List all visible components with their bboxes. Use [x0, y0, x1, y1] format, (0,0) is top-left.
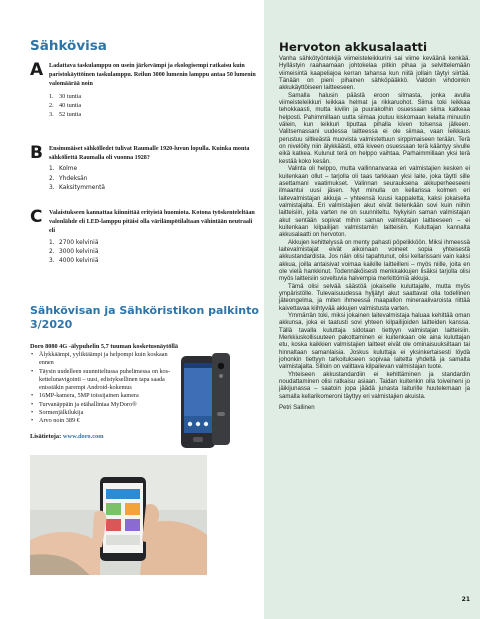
- article-paragraph: Ymmärrän toki, miksi jokainen laitevalmistaja haluaa kehittää oman akkunsa, joka ei taatusti sovi yhteen kilpailijoiden laitteiden kanssa. Tällä tavalla kuluttaja sidotaan tiettyyn valmistajan laitteisiin. Merkkiuskollisuuteen pakottaminen ei kuitenkaan ole aina kuluttajan etu, koska kaikkien valmistajien laitteet eivät ole ominaisuuksiltaan tai hinnaltaan samanlaisia. Joskus kuluttaja ei yksinkertaisesti löydä johonkin tiettyyn tarkoitukseen sopivaa laitetta yhdeltä ja samalta valmistajalta. Silloin on valittava kilpailevan valmistajan tuote.: [279, 313, 470, 371]
- question-text: Ladattava taskulamppu on usein järkevämpi ja ekologisempi ratkaisu kuin paristokäyttöinen taskulamppu. Reilun 3000 lumenin lamppu antaa 50 lumenin valomäärää noin: [49, 63, 256, 88]
- option-text: Yhdeksän: [59, 175, 88, 182]
- article-title: Hervoton akkusalaatti: [279, 40, 428, 54]
- option-item: [49, 165, 256, 174]
- option-item: [49, 248, 256, 257]
- option-item: [49, 257, 256, 266]
- option-item: [49, 92, 256, 101]
- feature-text: Älykkäämpi, yyliktäämpi ja helpompi kuin koskaan ennen: [39, 351, 168, 367]
- product-heading: Doro 8080 4G -älypuhelin 5,7 tuuman kosketusnäytöllä: [30, 343, 179, 350]
- question-letter: A: [30, 60, 44, 80]
- more-info-link[interactable]: www.doro.com: [62, 433, 104, 440]
- option-number: 1.: [49, 92, 54, 100]
- option-text: 4000 kelviniä: [59, 258, 99, 265]
- question-letter: C: [30, 207, 43, 227]
- feature-item: [30, 351, 172, 368]
- question-c: [30, 209, 256, 266]
- question-text: Ensimmäiset sähkölledet tulivat Raumalle 1920-luvun lopulla. Kuinka monta sähköliettä Raumalla oli vuonna 1928?: [49, 146, 250, 162]
- option-item: [49, 110, 256, 119]
- feature-item: [30, 392, 172, 400]
- article-paragraph: Valinta oli helppo, mutta vallinnanvaraa eri valmistajien kesken ei kuitenkaan ollut – tarjolla oli taas tarkkaan yksi laite, joka täytti sille asettamani vaatimukset. Valinnan seurauksena akkuperheeseeni ilmaantui uusi jäsen. Nyt minulla on kellarissa kolmen eri laitevalmistajan akkuja – yhteensä kuusi kappaletta, kaksi jokaiselta valmistajalta. Eri valmistajien akut eivät tietenkään sovi kuin niihin laitteisiin, joita varten ne on suunniteltu. Nykyisin saman valmistajan akut sentään sopivat mihin saman valmistajan laitteeseen – ei kuitenkaan kilpailijan valmistamiin laitteisiin. Kuluttajan kannalta akkusalaatti on hervoton.: [279, 166, 470, 239]
- quiz-title: Sähkövisa: [30, 38, 107, 54]
- page-number: 21: [461, 596, 470, 603]
- option-number: 2.: [49, 101, 54, 109]
- article-signature: Petri Sallinen: [279, 405, 315, 412]
- feature-text: Täysin uudelleen suunniteltussa puhelimessa on koskettelunavigointi – uusi, edistyksellinen tapa saada enisstäkin parempi Android-kokemus: [39, 367, 171, 392]
- option-text: 40 tuntia: [59, 101, 82, 109]
- phone-image: [176, 350, 234, 452]
- feature-item: [30, 409, 172, 417]
- bullet-icon: •: [31, 400, 34, 408]
- option-number: 2.: [49, 175, 55, 182]
- option-item: [49, 239, 256, 248]
- feature-item: [30, 401, 172, 409]
- feature-text: 16MP-kamera, 5MP toissijainen kamera: [39, 392, 139, 400]
- option-number: 3.: [49, 111, 54, 119]
- bullet-icon: •: [31, 409, 34, 417]
- option-item: [49, 175, 256, 184]
- option-number: 1.: [49, 166, 55, 173]
- feature-text: Turvanäppäin ja etähallintaa MyDoro®: [39, 400, 137, 408]
- article-paragraph: Vanha sähkötyöntekijä viimeisteleikkurini sai viime keväänä kenkää. Hyllästyin raahaamaan johtokelaa pitkin pihaa ja selvittelemään viimeisintä kaapeliajoa kerran tahansa kun niitä jollain täytyi siirtää. Tänään on pieni pihainen sähköpääkkö. Valdoin vihdoinkin akkukäyttöiseen laitteeseen.: [279, 56, 470, 92]
- option-text: Kolme: [59, 166, 78, 173]
- article-paragraph: Tämä olisi selvää säästöä jokaiselle kuluttajalle, mutta myös ympäristölle. Tulevaisuudessa hyljätyt akut saattavat olla todellinen jäteongelma, ja miten ihmeessä maapallon mineraalivaroista riittää kaivettavaa kiihtyvää akkujen valmistusta varten.: [279, 283, 470, 312]
- hands-photo: [30, 455, 207, 575]
- article-body: [279, 56, 470, 413]
- option-text: 2700 kelviniä: [59, 239, 99, 246]
- feature-list: [30, 351, 172, 426]
- option-list: [49, 165, 256, 193]
- feature-text: Sormenjälkilukija: [39, 409, 84, 417]
- option-number: 3.: [49, 184, 55, 191]
- bullet-icon: •: [31, 392, 34, 400]
- option-number: 1.: [49, 239, 55, 246]
- feature-item: [30, 417, 172, 425]
- bullet-icon: •: [31, 367, 34, 375]
- option-list: [49, 92, 256, 120]
- option-text: Kaksitymmentä: [59, 184, 106, 191]
- question-letter: B: [30, 143, 43, 163]
- question-text: Valaistukseen kannattaa kiinnittää erityistä huomiota. Kotona työskenteleltäan valonlähde eli LED-lamppu pitäisi olla värilämpötilaltaan vähintään neutraali eli: [49, 210, 255, 235]
- prize-title: Sähkövisan ja Sähköristikon palkinto 3/2020: [30, 304, 259, 331]
- question-b: [30, 145, 256, 193]
- question-a: [30, 62, 256, 119]
- option-item: [49, 184, 256, 193]
- bullet-icon: •: [31, 417, 34, 425]
- more-info-label: Lisätietoja:: [30, 433, 62, 440]
- article-paragraph: Akkujen kehittelyssä on menty pahasti pöpelikköön. Miksi ihmeessä laitevalmistajat eivät aikoinaan voineet sopia yhteisestä akkustandardista. Jos näin olisi tapahtunut, olisi kellarissani vain kaksi akkua, joilla antaisivat voimaa kaikille laitteilleni – myös niille, joita en ole vielä hankkinut. Todennäköisesti menkkakkujen lisäksi tarjolla olisi myös laitteisiin soveltuvia halvempia merkittömiä akkuja.: [279, 239, 470, 283]
- option-text: 3000 kelviniä: [59, 248, 99, 255]
- option-text: 52 tuntia: [59, 111, 82, 119]
- bullet-icon: •: [31, 351, 34, 358]
- feature-text: Arvo noin 389 €: [39, 417, 80, 425]
- article-paragraph: Yhteiseen akkustandardiin ei kehittäminen ja standardin noudattaminen olisi ratkaisu asiaan. Taidan kuitenkin olla toiveineni jo jäikijunassa – saatoin jopa jäädä junasta laiturille huutelemaan ja samalla kellarikomeroni täyttyy eri valmistajien akuista.: [279, 371, 470, 400]
- option-list: [49, 239, 256, 267]
- option-item: [49, 101, 256, 110]
- right-column: [264, 0, 480, 619]
- feature-item: [30, 368, 172, 393]
- more-info: [30, 433, 104, 440]
- option-number: 3.: [49, 258, 55, 265]
- option-text: 30 tuntia: [59, 92, 82, 100]
- option-number: 2.: [49, 248, 55, 255]
- article-paragraph: Samalla halusin päästä eroon silmasta, jonka avulla viimeisteleikkuri leikkaa helmat ja rikkaruohot. Siima toki leikkaa tehokkaasti, mutta kivilin ja puurakolhin osuessaan siima katkeaa helposti. Pahimmillaan uutta siimaa joutuu kiskomaan kelalta minuutin välein, kun leikkuri tiputtaa pihalla kiven tolsensa jälkeen. Valitsemassani uudessa laitteessa ei ole siimaa, vaan leikkaus perustuu siltkeästä muovista valmistettuun sirppimaiseen terään. Terä on nivelöity niin älykkäästi, että kiveen osuessaan terä kääntyy sivulle eikä katkea. Kulunut terä on helppo vaihtaa. Parhaimmillaan yksi terä kestää koko kesän.: [279, 92, 470, 165]
